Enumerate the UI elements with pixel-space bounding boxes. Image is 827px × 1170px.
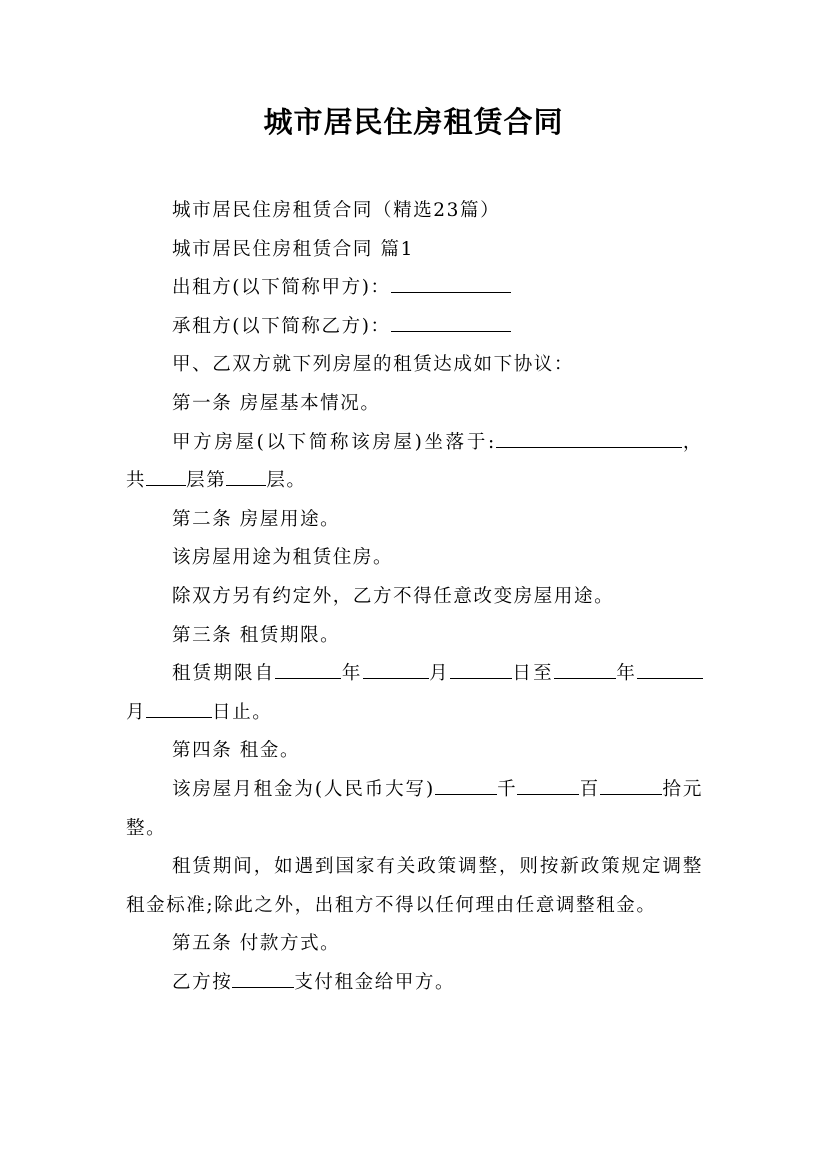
art4-a: 该房屋月租金为(人民币大写)	[172, 778, 435, 800]
address-blank	[496, 429, 682, 448]
art4-qian: 千	[496, 778, 518, 800]
art3-day-end: 日止。	[212, 701, 273, 723]
art1-text-c: 层第	[186, 470, 227, 492]
start-day-blank	[450, 661, 512, 680]
art1-text-b: ，共	[126, 431, 703, 492]
end-year-blank	[554, 661, 616, 680]
article-4-text-2: 租赁期间，如遇到国家有关政策调整，则按新政策规定调整租金标准;除此之外，出租方不得以任何理由任意调整租金。	[126, 856, 703, 916]
art3-month-2: 月	[126, 701, 147, 723]
article-1-text	[126, 424, 703, 501]
art3-year: 年	[341, 663, 363, 685]
end-month-blank	[637, 661, 703, 680]
rent-ten-blank	[600, 776, 662, 795]
article-1-heading: 第一条 房屋基本情况。	[172, 392, 381, 414]
subtitle: 城市居民住房租赁合同（精选23篇）	[172, 200, 501, 221]
start-year-blank	[275, 661, 341, 680]
lessor-line	[126, 269, 703, 308]
piece-title: 城市居民住房租赁合同 篇1	[172, 238, 414, 260]
article-4-heading: 第四条 租金。	[172, 740, 301, 762]
art4-bai: 百	[579, 778, 601, 800]
payment-method-blank	[232, 969, 294, 988]
art3-day-to: 日至	[511, 663, 554, 685]
end-day-blank	[146, 699, 212, 718]
article-3-heading: 第三条 租赁期限。	[172, 624, 341, 646]
total-floors-blank	[146, 468, 186, 487]
article-5-heading: 第五条 付款方式。	[172, 933, 341, 955]
lessee-blank	[391, 313, 511, 332]
lessor-blank	[391, 275, 511, 294]
document-title: 城市居民住房租赁合同	[263, 105, 564, 139]
article-5-text	[126, 964, 703, 1003]
floor-number-blank	[226, 468, 266, 487]
art5-a: 乙方按	[172, 971, 233, 993]
article-2-heading: 第二条 房屋用途。	[172, 508, 341, 530]
art5-b: 支付租金给甲方。	[294, 971, 456, 993]
rent-thousand-blank	[435, 776, 497, 795]
art3-a: 租赁期限自	[172, 663, 276, 685]
lessee-label: 承租方(以下简称乙方)：	[172, 315, 391, 337]
agreement-intro: 甲、乙双方就下列房屋的租赁达成如下协议：	[172, 354, 575, 376]
art3-month: 月	[428, 663, 450, 685]
article-2-text-1: 该房屋用途为租赁住房。	[172, 547, 394, 569]
art1-text-a: 甲方房屋(以下简称该房屋)坐落于:	[172, 431, 496, 453]
art3-year-2: 年	[615, 663, 637, 685]
lessor-label: 出租方(以下简称甲方)：	[172, 277, 391, 299]
article-3-text	[126, 655, 703, 732]
start-month-blank	[363, 661, 429, 680]
article-4-text-1	[126, 771, 703, 848]
art1-text-d: 层。	[266, 470, 307, 492]
lessee-line	[126, 308, 703, 347]
article-2-text-2: 除双方另有约定外，乙方不得任意改变房屋用途。	[172, 585, 615, 607]
art4-shi: 拾元整。	[126, 778, 704, 839]
rent-hundred-blank	[517, 776, 579, 795]
document-body	[126, 192, 703, 1002]
